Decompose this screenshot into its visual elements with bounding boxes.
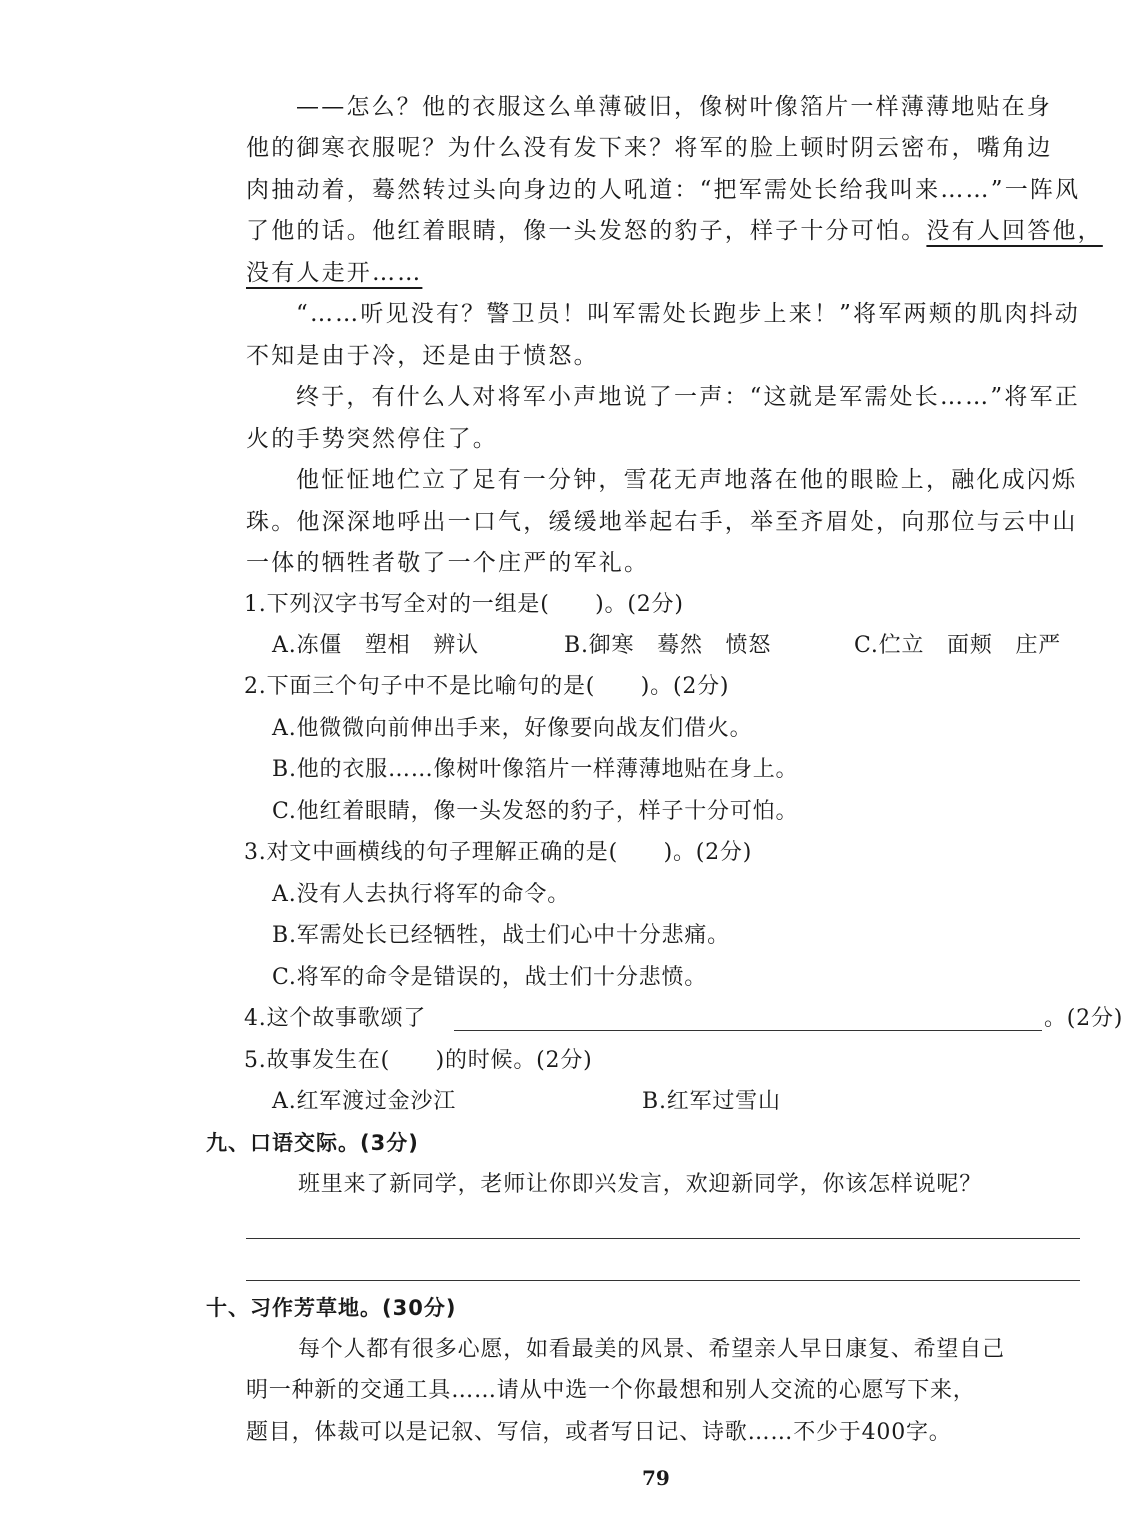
passage-text: 了他的话。他红着眼睛，像一头发怒的豹子，样子十分可怕。: [246, 218, 927, 244]
question-4-stem: 4.这个故事歌颂了: [244, 1006, 427, 1031]
passage-line-2: 他的御寒衣服呢？为什么没有发下来？将军的脸上顿时阴云密布，嘴角边: [246, 135, 1053, 161]
section-9-prompt: 班里来了新同学，老师让你即兴发言，欢迎新同学，你该怎样说呢？: [298, 1172, 983, 1197]
underlined-sentence-b: 没有人走开……: [246, 260, 423, 286]
section-10-line-1: 每个人都有很多心愿，如看最美的风景、希望亲人早日康复、希望自己: [298, 1337, 1005, 1362]
passage-line-1: ——怎么？他的衣服这么单薄破旧，像树叶像箔片一样薄薄地贴在身: [296, 94, 1052, 120]
passage-line-4: [246, 216, 1103, 246]
section-9-title: 九、口语交际。(3分): [206, 1131, 419, 1155]
question-1-option-a: A.冻僵 塑相 辨认: [272, 633, 479, 658]
section-10-line-3: 题目，体裁可以是记叙、写信，或者写日记、诗歌……不少于400字。: [246, 1420, 952, 1445]
question-2-option-c: C.他红着眼睛，像一头发怒的豹子，样子十分可怕。: [272, 799, 799, 824]
passage-line-5: [246, 258, 422, 288]
section-9-answer-line-1[interactable]: [246, 1238, 1080, 1239]
section-10-line-2: 明一种新的交通工具……请从中选一个你最想和别人交流的心愿写下来，: [246, 1378, 976, 1403]
underlined-sentence-a: 没有人回答他，: [926, 218, 1103, 244]
question-5-option-b: B.红军过雪山: [642, 1089, 781, 1114]
passage-line-10: 他怔怔地伫立了足有一分钟，雪花无声地落在他的眼睑上，融化成闪烁: [296, 467, 1078, 493]
section-10-title: 十、习作芳草地。(30分): [206, 1296, 457, 1320]
question-4-tail: 。(2分): [1044, 1006, 1123, 1031]
question-2-option-a: A.他微微向前伸出手来，好像要向战友们借火。: [272, 716, 753, 741]
question-3-option-a: A.没有人去执行将军的命令。: [272, 882, 571, 907]
question-2-stem: 2.下面三个句子中不是比喻句的是( )。(2分): [244, 674, 730, 699]
passage-line-9: 火的手势突然停住了。: [246, 426, 498, 452]
question-3-option-c: C.将军的命令是错误的，战士们十分悲愤。: [272, 965, 708, 990]
question-1-option-b: B.御寒 蓦然 愤怒: [564, 633, 772, 658]
question-3-option-b: B.军需处长已经牺牲，战士们心中十分悲痛。: [272, 923, 730, 948]
passage-line-8: 终于，有什么人对将军小声地说了一声：“这就是军需处长……”将军正: [296, 384, 1080, 410]
page-number: 79: [642, 1466, 670, 1490]
passage-line-11: 珠。他深深地呼出一口气，缓缓地举起右手，举至齐眉处，向那位与云中山: [246, 509, 1078, 535]
question-1-option-c: C.伫立 面颊 庄严: [854, 633, 1062, 658]
question-2-option-b: B.他的衣服……像树叶像箔片一样薄薄地贴在身上。: [272, 757, 799, 782]
passage-line-7: 不知是由于冷，还是由于愤怒。: [246, 343, 599, 369]
passage-line-3: 肉抽动着，蓦然转过头向身边的人吼道：“把军需处长给我叫来……”一阵风: [246, 177, 1081, 203]
question-1-stem: 1.下列汉字书写全对的一组是( )。(2分): [244, 592, 684, 617]
question-5-stem: 5.故事发生在( )的时候。(2分): [244, 1048, 593, 1073]
section-9-answer-line-2[interactable]: [246, 1280, 1080, 1281]
passage-line-12: 一体的牺牲者敬了一个庄严的军礼。: [246, 550, 650, 576]
passage-line-6: “……听见没有？警卫员！叫军需处长跑步上来！”将军两颊的肌肉抖动: [296, 301, 1080, 327]
question-3-stem: 3.对文中画横线的句子理解正确的是( )。(2分): [244, 840, 753, 865]
question-5-option-a: A.红军渡过金沙江: [272, 1089, 457, 1114]
question-4-answer-line[interactable]: [454, 1030, 1042, 1031]
